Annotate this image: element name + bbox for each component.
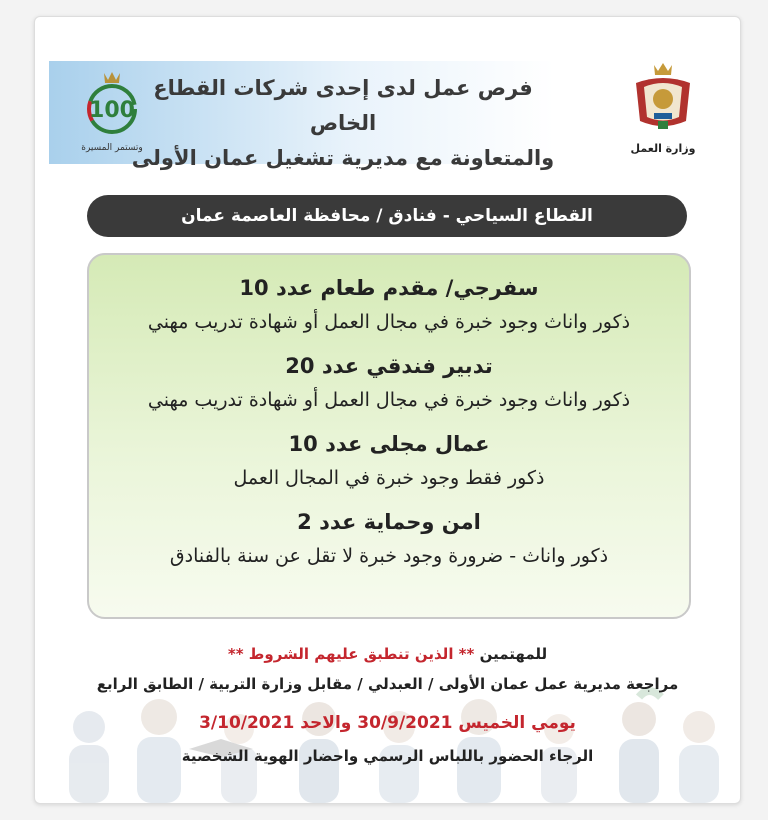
job-description: ذكور واناث وجود خبرة في مجال العمل أو شهادة تدريب مهني (147, 389, 631, 411)
header-banner (49, 61, 723, 170)
footer-section (35, 637, 740, 803)
job-title: سفرجي/ مقدم طعام عدد 10 (239, 276, 539, 300)
interested-line (35, 645, 740, 663)
job-title: امن وحماية عدد 2 (297, 510, 481, 534)
conditions-text: ** الذين تنطبق عليهم الشروط ** (227, 645, 475, 663)
job-description: ذكور واناث وجود خبرة في مجال العمل أو شهادة تدريب مهني (147, 311, 631, 333)
interested-prefix: للمهتمين (479, 645, 548, 663)
job-item (89, 349, 689, 417)
job-item (89, 271, 689, 339)
job-title: عمال مجلى عدد 10 (288, 432, 490, 456)
dates-text: يومي الخميس 30/9/2021 والاحد 3/10/2021 (199, 713, 576, 733)
announcement-card (34, 16, 741, 804)
job-item (89, 505, 689, 573)
job-description: ذكور فقط وجود خبرة في المجال العمل (233, 467, 545, 489)
job-description: ذكور واناث - ضرورة وجود خبرة لا تقل عن سنة بالفنادق (169, 545, 609, 567)
ministry-logo (623, 61, 703, 159)
title-line-1: فرص عمل لدى إحدى شركات القطاع الخاص (153, 76, 533, 135)
svg-text:100: 100 (89, 98, 135, 123)
job-item (89, 427, 689, 495)
centenary-slogan: وتستمر المسيرة (81, 143, 143, 153)
title-line-2: والمتعاونة مع مديرية تشغيل عمان الأولى (131, 146, 555, 170)
job-title: تدبير فندقي عدد 20 (285, 354, 493, 378)
ministry-name: وزارة العمل (630, 142, 696, 155)
address-text: مراجعة مديرية عمل عمان الأولى / العبدلي / مقابل وزارة التربية / الطابق الرابع (96, 675, 679, 693)
jobs-list (87, 253, 691, 619)
sector-bar: القطاع السياحي - فنادق / محافظة العاصمة عمان (87, 195, 687, 237)
page-title (123, 71, 563, 176)
note-text: الرجاء الحضور باللباس الرسمي واحضار الهوية الشخصية (181, 747, 594, 765)
coat-of-arms-icon (628, 61, 698, 135)
